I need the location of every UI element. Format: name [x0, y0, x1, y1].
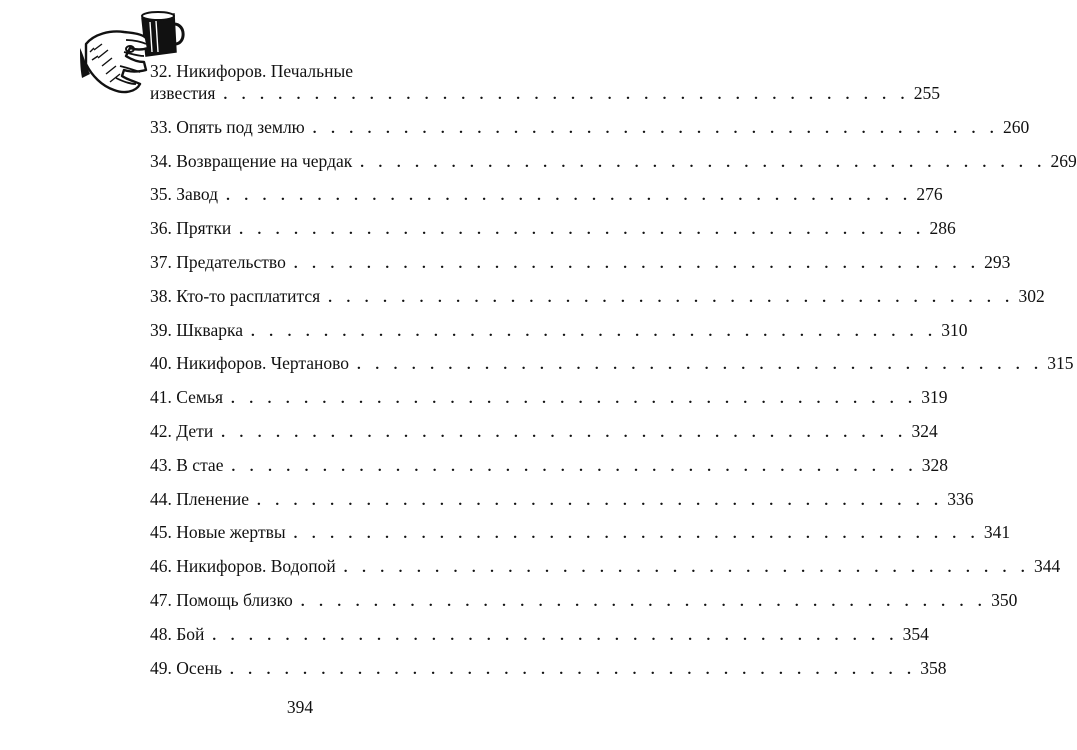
toc-entry-title: 42. Дети: [150, 420, 214, 441]
toc-entry[interactable]: [150, 386, 948, 408]
dot-leader: . . . . . . . . . . . . . . . . . . . . . . . . . . . . . . . . . . . . . .: [221, 424, 908, 441]
toc-entry-title: 33. Опять под землю: [150, 116, 305, 137]
toc-entry-title: 34. Возвращение на чердак: [150, 150, 353, 171]
dot-leader: . . . . . . . . . . . . . . . . . . . . . . . . . . . . . . . . . . . . . .: [257, 492, 944, 509]
toc-entry[interactable]: [150, 150, 1077, 172]
toc-entry-title: 39. Шкварка: [150, 319, 243, 340]
toc-entry[interactable]: [150, 454, 948, 476]
table-of-contents: [150, 60, 1077, 690]
toc-entry-page: 324: [911, 420, 938, 441]
toc-entry-title: 40. Никифоров. Чертаново: [150, 353, 350, 374]
page-number: 394: [286, 697, 314, 717]
toc-entry[interactable]: [150, 217, 956, 239]
toc-entry-page: 260: [1003, 116, 1030, 137]
dot-leader: . . . . . . . . . . . . . . . . . . . . . . . . . . . . . . . . . . . . . .: [250, 323, 938, 340]
dot-leader: . . . . . . . . . . . . . . . . . . . . . . . . . . . . . . . . . . . . . .: [328, 289, 1015, 306]
toc-entry[interactable]: [150, 657, 947, 679]
toc-entry-page: 344: [1034, 556, 1061, 577]
toc-entry-page: 354: [902, 623, 929, 644]
toc-entry[interactable]: [150, 623, 929, 645]
toc-entry-title: 36. Прятки: [150, 218, 232, 239]
toc-entry[interactable]: [150, 555, 1061, 577]
toc-entry[interactable]: [150, 589, 1018, 611]
toc-entry-title: 35. Завод: [150, 184, 219, 205]
toc-entry-title: 37. Предательство: [150, 251, 286, 272]
dot-leader: . . . . . . . . . . . . . . . . . . . . . . . . . . . . . . . . . . . . . .: [231, 391, 918, 408]
toc-entry[interactable]: [150, 319, 968, 341]
toc-entry-page: 315: [1047, 353, 1074, 374]
dot-leader: . . . . . . . . . . . . . . . . . . . . . . . . . . . . . . . . . . . . . .: [293, 255, 981, 272]
toc-entry-title: 47. Помощь близко: [150, 589, 293, 610]
toc-entry[interactable]: [150, 420, 938, 442]
toc-entry-title: 45. Новые жертвы: [150, 522, 286, 543]
toc-entry-page: 255: [913, 83, 940, 103]
toc-entry-title-continued: известия: [150, 83, 216, 103]
toc-entry-title: 44. Пленение: [150, 488, 250, 509]
toc-entry-title: 48. Бой: [150, 623, 205, 644]
dot-leader: . . . . . . . . . . . . . . . . . . . . . . . . . . . . . . . . . . . . . .: [226, 188, 913, 205]
toc-entry[interactable]: [150, 285, 1045, 307]
toc-entry-title: 32. Никифоров. Печальные: [150, 61, 354, 81]
toc-entry-page: 310: [941, 319, 968, 340]
toc-entry[interactable]: [150, 521, 1011, 543]
dot-leader: . . . . . . . . . . . . . . . . . . . . . . . . . . . . . . . . . . . . . .: [239, 222, 926, 239]
toc-entry-title: 49. Осень: [150, 657, 222, 678]
toc-entry-page: 276: [916, 184, 943, 205]
toc-entry-page: 328: [921, 454, 948, 475]
toc-entry[interactable]: [150, 251, 1011, 273]
toc-entry-page: 302: [1018, 285, 1045, 306]
toc-entry-page: 336: [947, 488, 974, 509]
toc-entry-page: 350: [991, 589, 1018, 610]
toc-entry-title: 41. Семья: [150, 387, 224, 408]
toc-entry[interactable]: [150, 488, 974, 510]
toc-entry[interactable]: [150, 116, 1030, 138]
dot-leader: . . . . . . . . . . . . . . . . . . . . . . . . . . . . . . . . . . . . . .: [360, 154, 1047, 171]
toc-entry-page: 358: [920, 657, 947, 678]
toc-entry-title: 46. Никифоров. Водопой: [150, 556, 336, 577]
toc-entry[interactable]: [150, 183, 943, 205]
dot-leader: . . . . . . . . . . . . . . . . . . . . . . . . . . . . . . . . . . . . . .: [357, 357, 1044, 374]
dot-leader: . . . . . . . . . . . . . . . . . . . . . . . . . . . . . . . . . . . . . .: [223, 87, 910, 103]
toc-entry-title: 43. В стае: [150, 454, 224, 475]
toc-entry-title: 38. Кто-то расплатится: [150, 285, 321, 306]
dot-leader: . . . . . . . . . . . . . . . . . . . . . . . . . . . . . . . . . . . . . .: [212, 627, 899, 644]
dot-leader: . . . . . . . . . . . . . . . . . . . . . . . . . . . . . . . . . . . . . .: [293, 526, 980, 543]
dot-leader: . . . . . . . . . . . . . . . . . . . . . . . . . . . . . . . . . . . . . .: [231, 458, 918, 475]
toc-entry-page: 269: [1050, 150, 1077, 171]
dot-leader: . . . . . . . . . . . . . . . . . . . . . . . . . . . . . . . . . . . . . .: [312, 120, 1000, 137]
dot-leader: . . . . . . . . . . . . . . . . . . . . . . . . . . . . . . . . . . . . . .: [300, 593, 988, 610]
dot-leader: . . . . . . . . . . . . . . . . . . . . . . . . . . . . . . . . . . . . . .: [343, 560, 1031, 577]
toc-entry[interactable]: [150, 352, 1074, 374]
toc-entry-page: 319: [921, 387, 948, 408]
toc-entry-page: 286: [929, 218, 956, 239]
toc-entry[interactable]: [150, 60, 940, 104]
dot-leader: . . . . . . . . . . . . . . . . . . . . . . . . . . . . . . . . . . . . . .: [229, 661, 917, 678]
toc-entry-page: 293: [984, 251, 1011, 272]
toc-entry-page: 341: [983, 522, 1011, 543]
